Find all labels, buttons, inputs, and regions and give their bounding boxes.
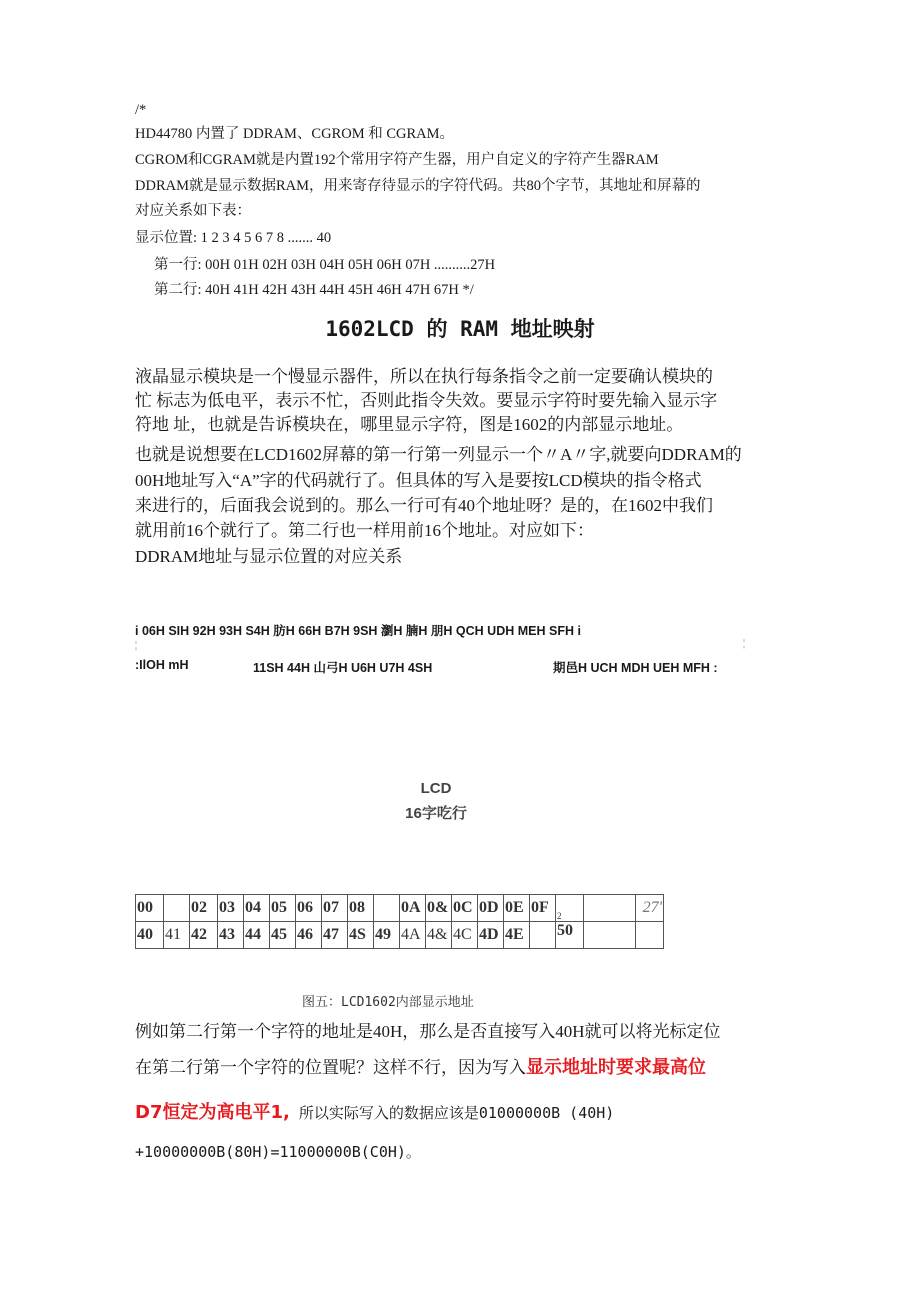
table-cell: 00 [136, 895, 164, 922]
table-cell: 0F [530, 895, 556, 922]
tick-mark-left: ¦ [135, 640, 138, 651]
code-line-6: 显示位置: 1 2 3 4 5 6 7 8 ....... 40 [135, 230, 332, 246]
code-line-2: HD44780 内置了 DDRAM、CGROM 和 CGRAM。 [135, 126, 455, 142]
table-cell: 45 [270, 922, 296, 949]
highlight-address-requirement: 显示地址时要求最高位 [526, 1057, 706, 1078]
table-cell [636, 922, 664, 949]
table-cell [530, 922, 556, 949]
table-cell: 41 [164, 922, 190, 949]
table-cell: 0E [504, 895, 530, 922]
table-cell: 4S [348, 922, 374, 949]
table-cell: 0& [426, 895, 452, 922]
paragraph-3-line-1: 例如第二行第一个字符的地址是40H，那么是否直接写入40H就可以将光标定位 [135, 1022, 721, 1041]
code-line-3: CGROM和CGRAM就是内置192个常用字符产生器，用户自定义的字符产生器RAM [135, 152, 659, 168]
paragraph-3-line-2-text: 在第二行第一个字符的位置呢？这样不行，因为写入 [135, 1058, 526, 1077]
ddram-row-2-middle: 11SH 44H 山弓H U6H U7H 4SH [253, 661, 433, 675]
table-cell [584, 922, 636, 949]
tick-mark-right: ¦ [743, 638, 746, 649]
ddram-row-2-right: 期邑H UCH MDH UEH MFH : [553, 661, 718, 675]
table-cell: 4C [452, 922, 478, 949]
table-cell: 06 [296, 895, 322, 922]
paragraph-1-line-1: 液晶显示模块是一个慢显示器件，所以在执行每条指令之前一定要确认模块的 [135, 367, 713, 386]
table-cell: 43 [218, 922, 244, 949]
code-line-8: 第二行: 40H 41H 42H 43H 44H 45H 46H 47H 67H */ [154, 282, 474, 298]
highlight-d7-high: D7恒定为高电平1, [135, 1102, 290, 1123]
table-cell: 0C [452, 895, 478, 922]
paragraph-3-line-4: +10000000B(80H)=11000000B(C0H)。 [135, 1143, 421, 1161]
table-cell: 4& [426, 922, 452, 949]
table-cell: 44 [244, 922, 270, 949]
table-cell: 49 [374, 922, 400, 949]
paragraph-1-line-2: 忙 标志为低电平，表示不忙，否则此指令失效。要显示字符时要先输入显示字 [135, 391, 718, 410]
table-cell: 27' [636, 895, 664, 922]
code-line-5: 对应关系如下表： [135, 203, 251, 219]
table-cell: 07 [322, 895, 348, 922]
table-cell: 46 [296, 922, 322, 949]
table-cell [164, 895, 190, 922]
table-cell: 02 [190, 895, 218, 922]
table-cell: 4A [400, 922, 426, 949]
table-cell: 4E [504, 922, 530, 949]
table-cell: 0A [400, 895, 426, 922]
address-table [135, 894, 664, 949]
paragraph-2-line-4: 就用前16个就行了。第二行也一样用前16个地址。对应如下： [135, 521, 594, 540]
page-title: 1602LCD 的 RAM 地址映射 [325, 317, 595, 341]
table-cell: 42 [190, 922, 218, 949]
lcd-label: LCD [420, 780, 452, 797]
table-cell: 03 [218, 895, 244, 922]
table-cell: 08 [348, 895, 374, 922]
code-line-7: 第一行: 00H 01H 02H 03H 04H 05H 06H 07H ..........27H [154, 257, 496, 273]
paragraph-2-line-5: DDRAM地址与显示位置的对应关系 [135, 547, 403, 566]
code-line-4: DDRAM就是显示数据RAM，用来寄存待显示的字符代码。共80个字节，其地址和屏幕的 [135, 178, 701, 194]
lcd-sublabel: 16字吃行 [405, 805, 467, 822]
table-row-first [136, 895, 664, 922]
table-cell: 47 [322, 922, 348, 949]
paragraph-3-line-3 [135, 1101, 614, 1125]
paragraph-2-line-3: 来进行的，后面我会说到的。那么一行可有40个地址呀？是的，在1602中我们 [135, 496, 713, 515]
table-cell: 04 [244, 895, 270, 922]
paragraph-3-line-2 [135, 1056, 706, 1080]
table-cell: 0D [478, 895, 504, 922]
table-cell [374, 895, 400, 922]
ddram-row-1: i 06H SIH 92H 93H S4H 肪H 66H B7H 9SH 瀏H 腩H 朋H QCH UDH MEH SFH i [135, 624, 581, 638]
paragraph-1-line-3: 符地 址，也就是告诉模块在，哪里显示字符，图是1602的内部显示地址。 [135, 415, 684, 434]
table-cell: 4D [478, 922, 504, 949]
ddram-row-2-left: :IlOH mH [135, 658, 189, 672]
code-line-1: /* [135, 102, 147, 118]
table-cell: 2 [556, 895, 584, 922]
table-cell: 40 [136, 922, 164, 949]
table-row-second [136, 922, 664, 949]
paragraph-2-line-2: 00H地址写入“A”字的代码就行了。但具体的写入是要按LCD模块的指令格式 [135, 471, 702, 490]
table-cell: 50 [556, 922, 584, 949]
table-cell: 05 [270, 895, 296, 922]
table-cell [584, 895, 636, 922]
figure-caption: 图五：LCD1602内部显示地址 [302, 995, 474, 1010]
paragraph-2-line-1: 也就是说想要在LCD1602屏幕的第一行第一列显示一个〃A〃字,就要向DDRAM的 [135, 445, 742, 464]
paragraph-3-line-3-text: 所以实际写入的数据应该是01000000B (40H) [289, 1104, 615, 1122]
